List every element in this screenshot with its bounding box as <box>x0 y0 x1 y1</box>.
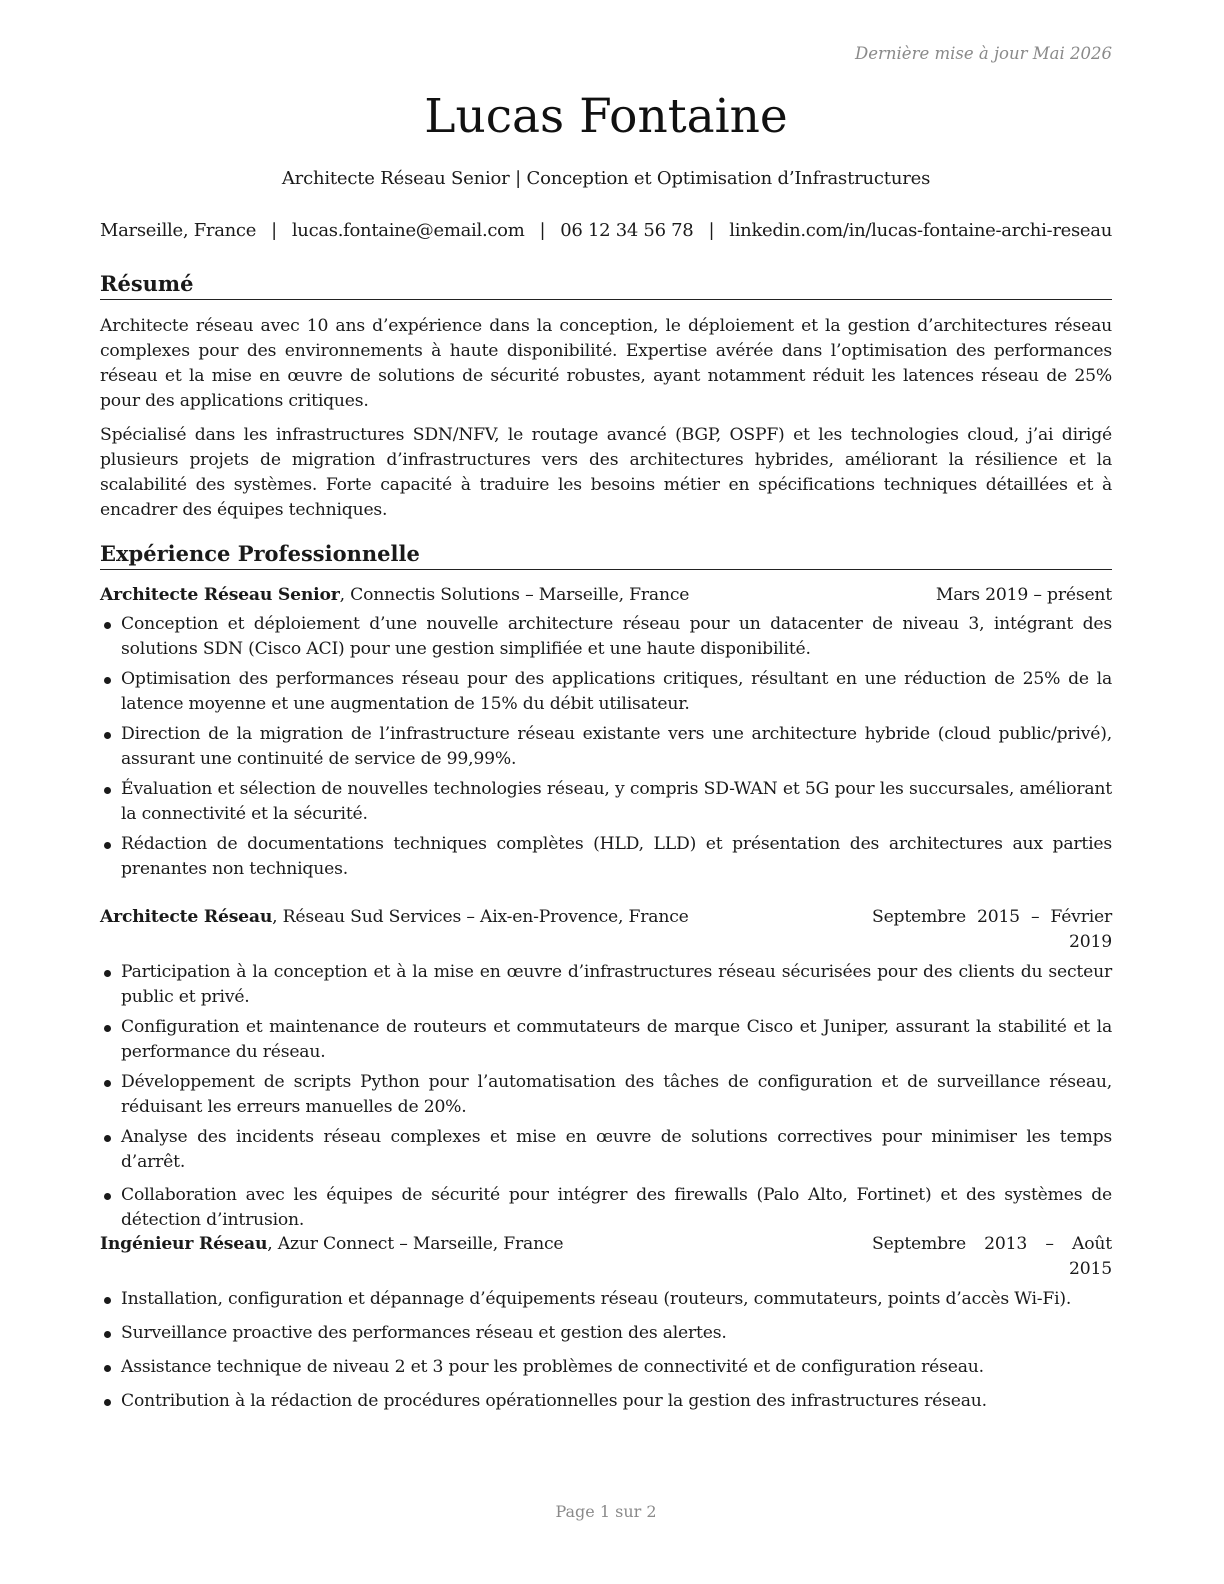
page-number: Page 1 sur 2 <box>555 1502 657 1521</box>
job-bullet: Configuration et maintenance de routeurs et commutateurs de marque Cisco et Juniper, assurant la stabilité et la performance du réseau. <box>100 1015 1112 1065</box>
summary-paragraph: Architecte réseau avec 10 ans d’expérience dans la conception, le déploiement et la gestion d’architectures réseau complexes pour des environnements à haute disponibilité. Expertise avérée dans l’optimisation des performances réseau et la mise en œuvre de solutions de sécurité robustes, ayant notamment réduit les latences réseau de 25% pour des applications critiques. <box>100 316 1112 411</box>
job-company: , Réseau Sud Services – Aix-en-Provence, France <box>272 907 689 927</box>
job-bullet: Collaboration avec les équipes de sécurité pour intégrer des firewalls (Palo Alto, Fortinet) et des systèmes de détection d’intrusion. <box>100 1183 1112 1233</box>
job-bullets <box>100 1287 1112 1414</box>
job-company: , Azur Connect – Marseille, France <box>267 1234 564 1254</box>
job-bullet: Rédaction de documentations techniques complètes (HLD, LLD) et présentation des architectures aux parties prenantes non techniques. <box>100 832 1112 882</box>
job-company: , Connectis Solutions – Marseille, France <box>339 585 690 605</box>
job-dates: Mars 2019 – présent <box>935 585 1112 605</box>
job-bullet: Installation, configuration et dépannage d’équipements réseau (routeurs, commutateurs, points d’accès Wi-Fi). <box>100 1287 1112 1312</box>
job-dates: Septembre 2013 – Août 2015 <box>872 1234 1112 1279</box>
contact-location: Marseille, France <box>99 220 257 241</box>
contact-line <box>94 218 1118 244</box>
job-header <box>100 905 1112 952</box>
job-bullet: Analyse des incidents réseau complexes et mise en œuvre de solutions correctives pour minimiser les temps d’arrêt. <box>100 1125 1112 1175</box>
job-bullet: Évaluation et sélection de nouvelles technologies réseau, y compris SD-WAN et 5G pour les succursales, améliorant la connectivité et la sécurité. <box>100 777 1112 827</box>
job-bullet: Surveillance proactive des performances réseau et gestion des alertes. <box>100 1321 1112 1346</box>
job-bullet: Contribution à la rédaction de procédures opérationnelles pour la gestion des infrastructures réseau. <box>100 1389 1112 1414</box>
job-role: Architecte Réseau <box>100 907 273 927</box>
job-header <box>100 1232 1112 1279</box>
job-bullet: Conception et déploiement d’une nouvelle architecture réseau pour un datacenter de niveau 3, intégrant des solutions SDN (Cisco ACI) pour une gestion simplifiée et une haute disponibilité. <box>100 612 1112 662</box>
job-bullet: Participation à la conception et à la mise en œuvre d’infrastructures réseau sécurisées pour des clients du secteur public et privé. <box>100 960 1112 1010</box>
job-bullet: Développement de scripts Python pour l’automatisation des tâches de configuration et de surveillance réseau, réduisant les erreurs manuelles de 20%. <box>100 1070 1112 1120</box>
job-header <box>100 583 1112 608</box>
candidate-headline: Architecte Réseau Senior | Conception et Optimisation d’Infrastructures <box>281 168 931 189</box>
resume-page <box>100 0 1112 1584</box>
job-dates: Septembre 2015 – Février 2019 <box>872 907 1112 952</box>
candidate-name: Lucas Fontaine <box>424 89 788 144</box>
job-role: Architecte Réseau Senior <box>100 585 340 605</box>
job-role: Ingénieur Réseau <box>100 1234 268 1254</box>
contact-separator: | <box>539 220 546 241</box>
job-bullet: Direction de la migration de l’infrastructure réseau existante vers une architecture hybride (cloud public/privé), assurant une continuité de service de 99,99%. <box>100 722 1112 772</box>
job-bullet: Optimisation des performances réseau pour des applications critiques, résultant en une réduction de 25% de la latence moyenne et une augmentation de 15% du débit utilisateur. <box>100 667 1112 717</box>
job-bullet: Assistance technique de niveau 2 et 3 pour les problèmes de connectivité et de configuration réseau. <box>100 1355 1112 1380</box>
summary-paragraph: Spécialisé dans les infrastructures SDN/NFV, le routage avancé (BGP, OSPF) et les technologies cloud, j’ai dirigé plusieurs projets de migration d’infrastructures vers des architectures hybrides, améliorant la résilience et la scalabilité des systèmes. Forte capacité à traduire les besoins métier en spécifications techniques détaillées et à encadrer des équipes techniques. <box>100 425 1112 520</box>
contact-email[interactable]: lucas.fontaine@email.com <box>291 220 525 241</box>
contact-separator: | <box>271 220 277 241</box>
contact-linkedin[interactable]: linkedin.com/in/lucas-fontaine-archi-reseau <box>729 220 1113 241</box>
job-bullets <box>100 612 1112 882</box>
section-title-experience: Expérience Professionnelle <box>100 540 1112 570</box>
last-updated-note: Dernière mise à jour Mai 2026 <box>855 44 1112 63</box>
contact-separator: | <box>708 220 715 241</box>
contact-phone: 06 12 34 56 78 <box>560 220 694 241</box>
job-bullets <box>100 960 1112 1233</box>
section-title-summary: Résumé <box>100 270 1112 300</box>
